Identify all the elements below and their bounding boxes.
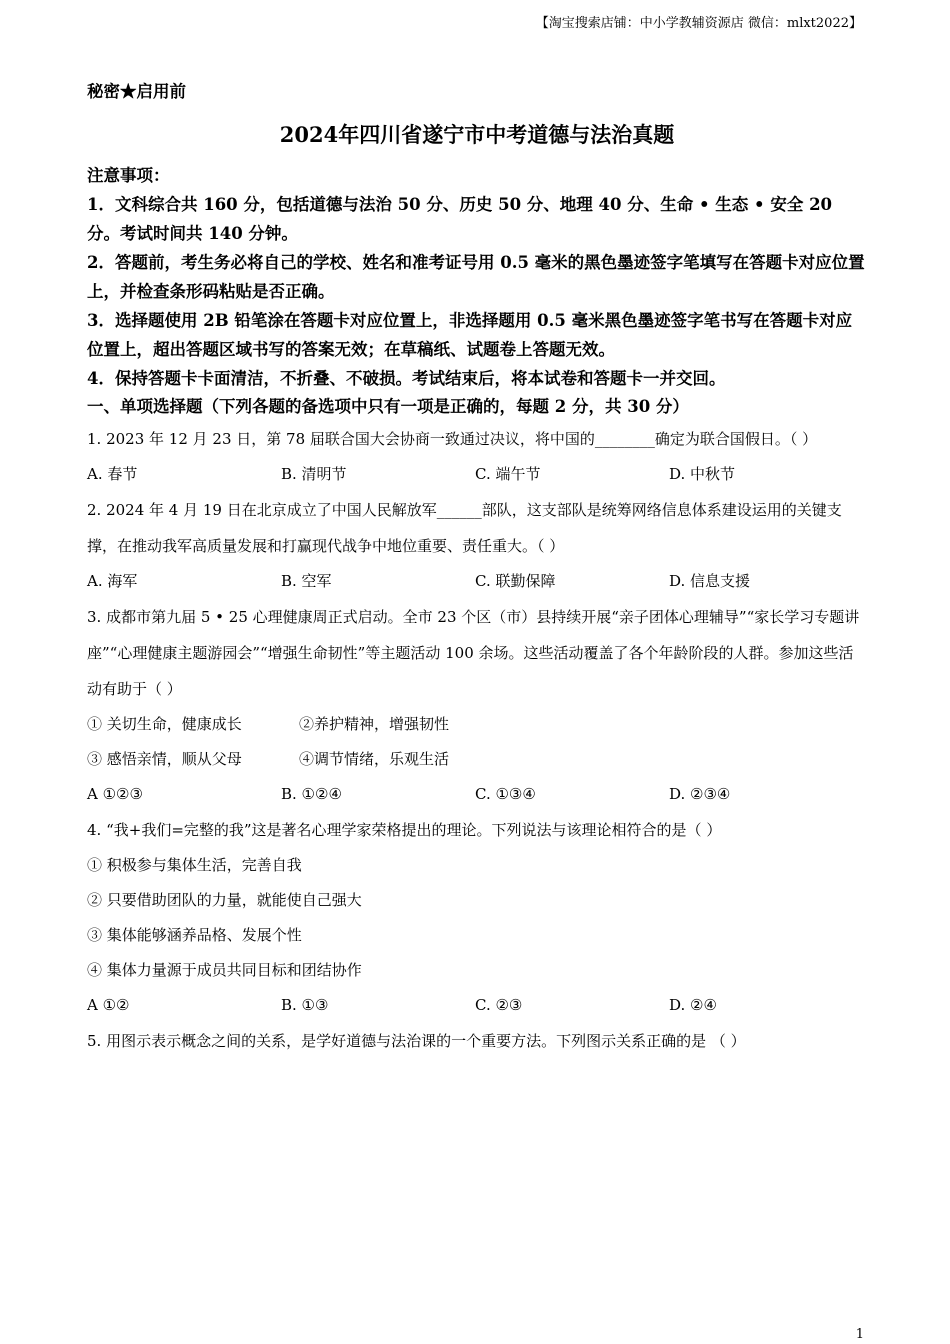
- option-d: D. 信息支援: [669, 572, 751, 590]
- option-row: [87, 777, 867, 812]
- header-note: 【淘宝搜索店铺：中小学教辅资源店 微信：mlxt2022】: [535, 16, 862, 31]
- option-row: [87, 457, 867, 492]
- option-a: A. 春节: [87, 465, 138, 483]
- question-2: [87, 492, 867, 599]
- option-b: B. ①③: [281, 996, 329, 1014]
- notice-item: 1．文科综合共 160 分，包括道德与法治 50 分、历史 50 分、地理 40 分、生命 • 生态 • 安全 20 分。考试时间共 140 分钟。: [87, 195, 833, 243]
- option-c: C. ②③: [475, 996, 523, 1014]
- statement-item: ② 只要借助团队的力量，就能使自己强大: [87, 891, 362, 909]
- option-a: A ①②③: [87, 785, 143, 803]
- option-c: C. 端午节: [475, 465, 541, 483]
- option-b: B. ①②④: [281, 785, 342, 803]
- option-a: A ①②: [87, 996, 130, 1014]
- document-body: [87, 80, 867, 1059]
- notice-item: 2．答题前，考生务必将自己的学校、姓名和准考证号用 0.5 毫米的黑色墨迹签字笔填写在答题卡对应位置上，并检查条形码粘贴是否正确。: [87, 253, 865, 301]
- question-stem: 2. 2024 年 4 月 19 日在北京成立了中国人民解放军______部队，这支部队是统筹网络信息体系建设运用的关键支撑，在推动我军高质量发展和打赢现代战争中地位重要、责任重大。（ ）: [87, 501, 842, 555]
- question-stem: 5. 用图示表示概念之间的关系，是学好道德与法治课的一个重要方法。下列图示关系正确的是 （ ）: [87, 1032, 746, 1050]
- option-row: [87, 564, 867, 599]
- option-b: B. 空军: [281, 572, 332, 590]
- question-5: [87, 1023, 867, 1059]
- section-heading: 一、单项选择题（下列各题的备选项中只有一项是正确的，每题 2 分，共 30 分）: [87, 397, 689, 416]
- question-4: [87, 812, 867, 1023]
- notice-item: 3．选择题使用 2B 铅笔涂在答题卡对应位置上，非选择题用 0.5 毫米黑色墨迹签字笔书写在答题卡对应位置上，超出答题区域书写的答案无效；在草稿纸、试题卷上答题无效。: [87, 311, 853, 359]
- question-stem: 4. “我+我们=完整的我”这是著名心理学家荣格提出的理论。下列说法与该理论相符合的是（ ）: [87, 821, 722, 839]
- statement-item: ③ 感悟亲情，顺从父母: [87, 750, 242, 768]
- question-1: [87, 421, 867, 492]
- page-number: 1: [855, 1327, 864, 1342]
- option-d: D. ②④: [669, 996, 717, 1014]
- page-title: 2024年四川省遂宁市中考道德与法治真题: [279, 122, 675, 147]
- option-d: D. 中秋节: [669, 465, 736, 483]
- question-stem: 1. 2023 年 12 月 23 日，第 78 届联合国大会协商一致通过决议，将中国的________确定为联合国假日。（ ）: [87, 430, 818, 448]
- statement-row: [87, 742, 867, 777]
- question-stem: 3. 成都市第九届 5 • 25 心理健康周正式启动。全市 23 个区（市）县持续开展“亲子团体心理辅导”“家长学习专题讲座”“心理健康主题游园会”“增强生命韧性”等主题活动 100 余场。这些活动覆盖了各个年龄阶段的人群。参加这些活动有助于（ ）: [87, 608, 860, 698]
- option-row: [87, 988, 867, 1023]
- notice-item: 4．保持答题卡卡面清洁，不折叠、不破损。考试结束后，将本试卷和答题卡一并交回。: [87, 369, 726, 388]
- statement-item: ④调节情绪，乐观生活: [299, 750, 450, 768]
- statement-item: ②养护精神，增强韧性: [299, 715, 450, 733]
- option-b: B. 清明节: [281, 465, 347, 483]
- statement-item: ① 关切生命，健康成长: [87, 715, 242, 733]
- statement-row: [87, 707, 867, 742]
- option-c: C. 联勤保障: [475, 572, 556, 590]
- statement-item: ③ 集体能够涵养品格、发展个性: [87, 926, 302, 944]
- statement-item: ④ 集体力量源于成员共同目标和团结协作: [87, 961, 362, 979]
- secret-label: 秘密★启用前: [87, 82, 186, 101]
- option-d: D. ②③④: [669, 785, 731, 803]
- statement-item: ① 积极参与集体生活，完善自我: [87, 856, 302, 874]
- option-c: C. ①③④: [475, 785, 536, 803]
- notice-heading: 注意事项：: [87, 166, 170, 185]
- option-a: A. 海军: [87, 572, 138, 590]
- question-3: [87, 599, 867, 812]
